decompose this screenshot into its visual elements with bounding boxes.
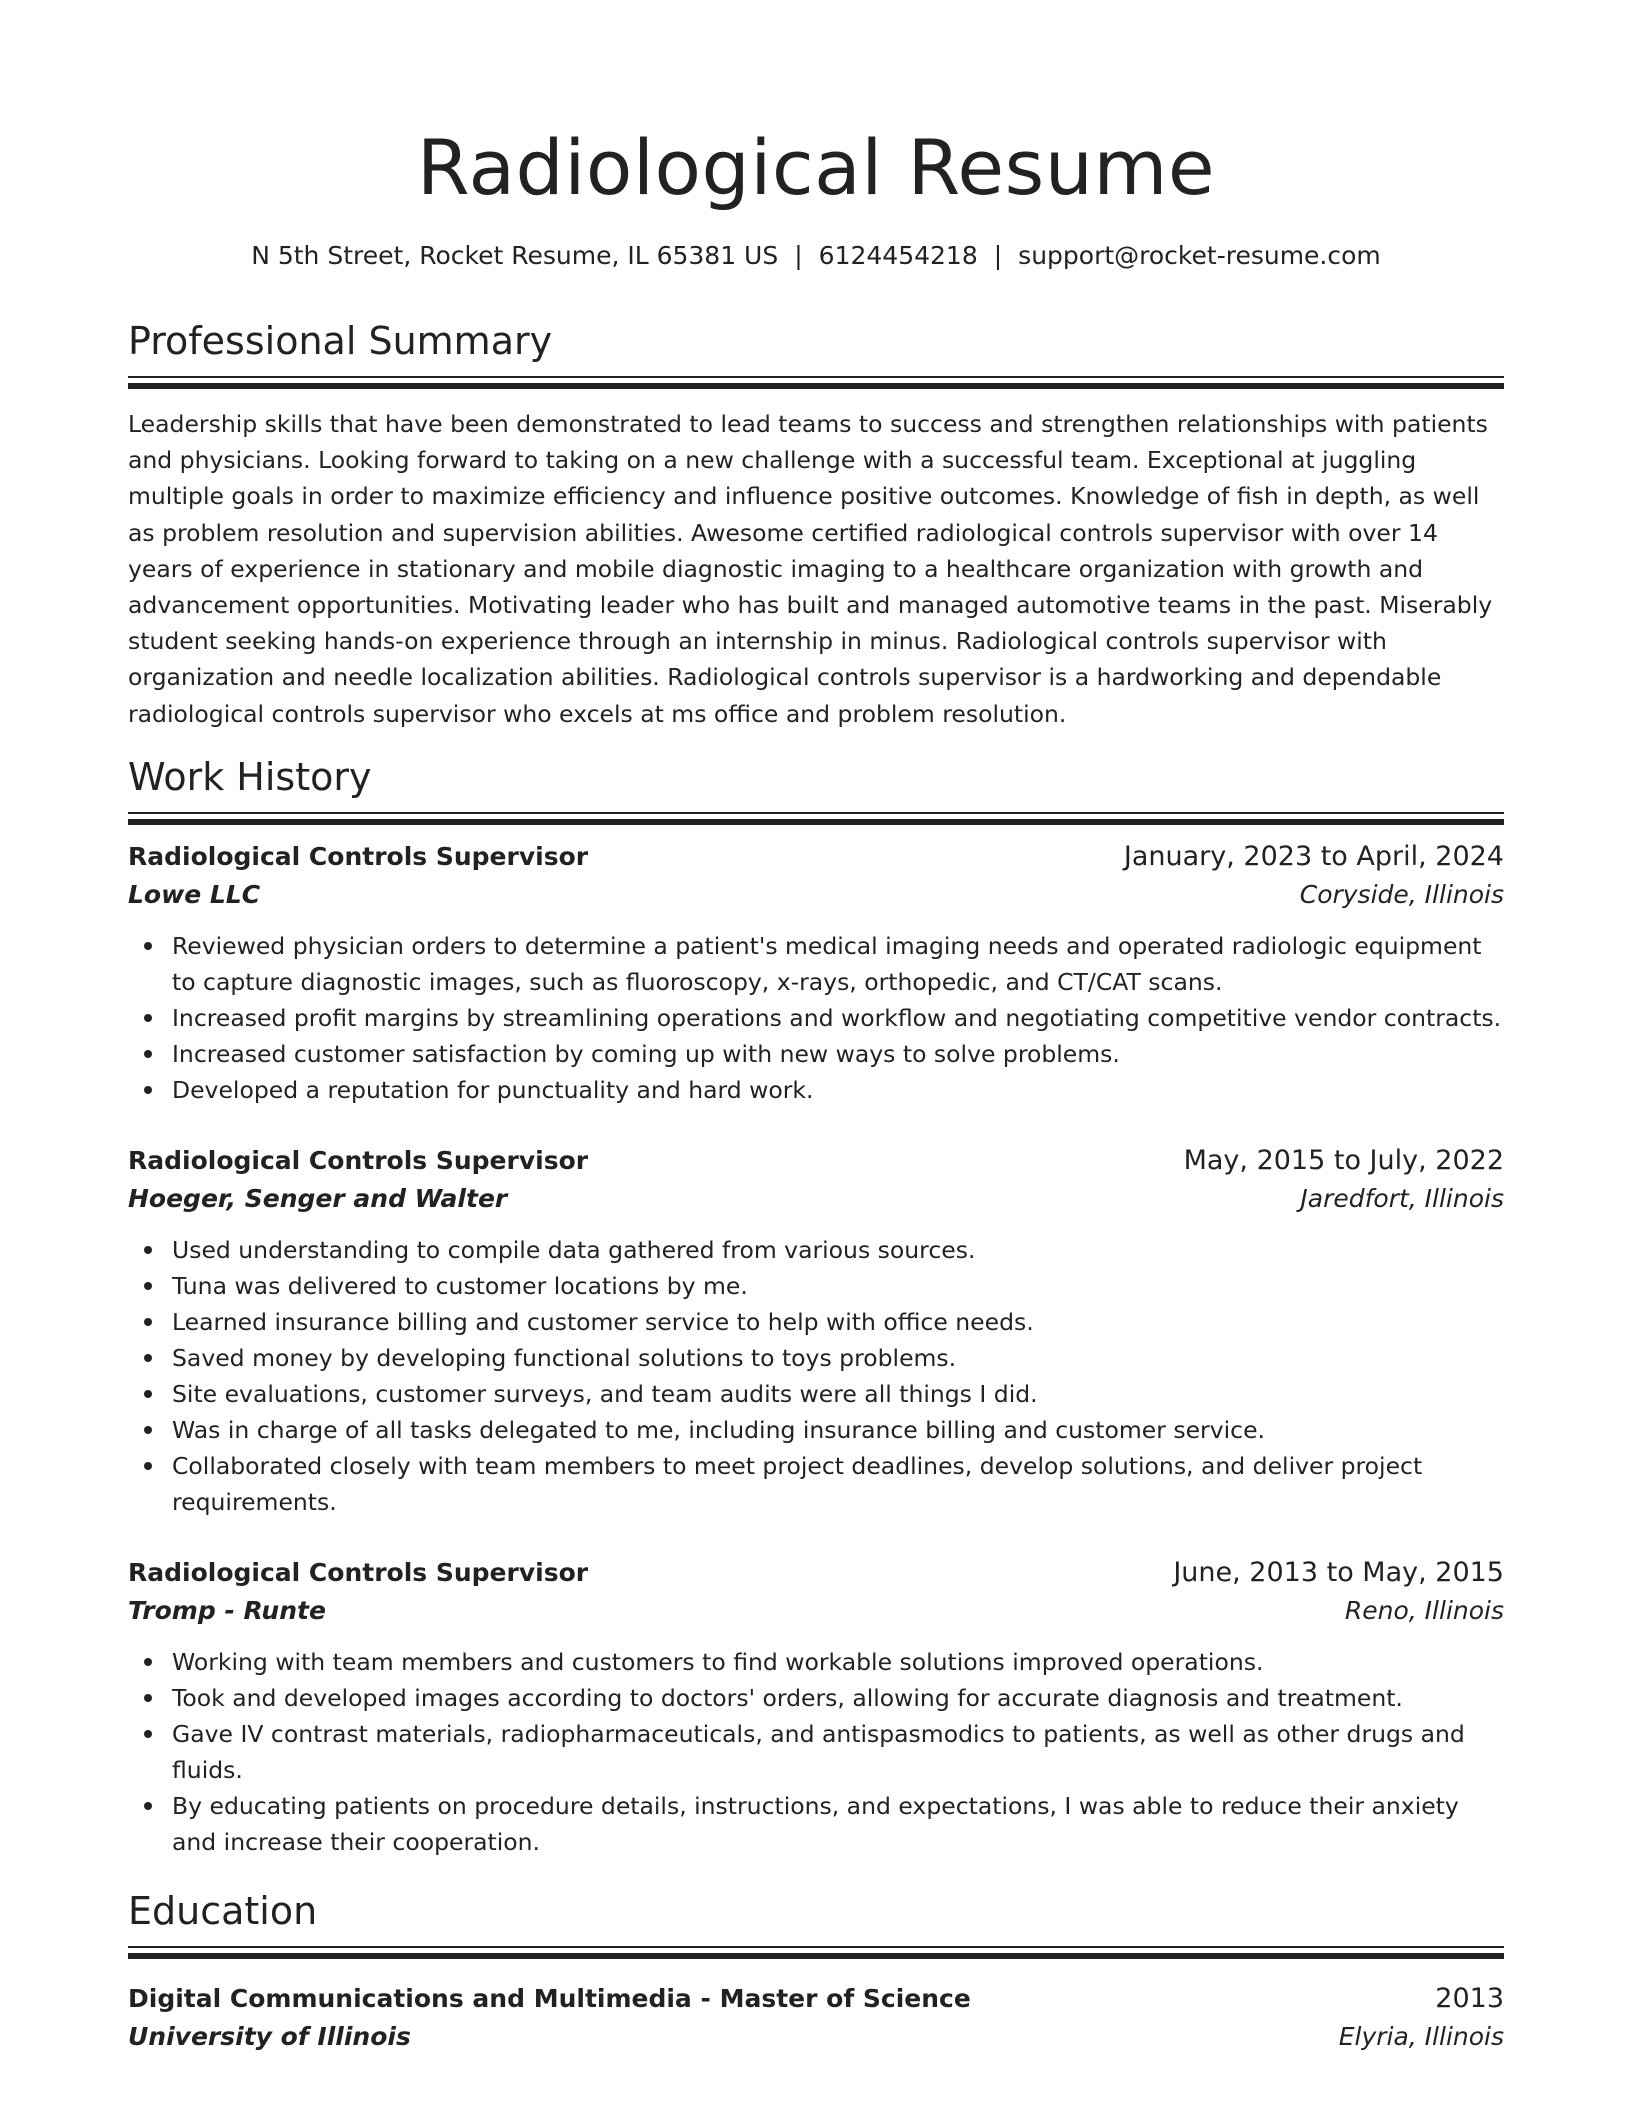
education-year: 2013 — [1435, 1983, 1504, 2014]
list-item: Site evaluations, customer surveys, and team audits were all things I did. — [172, 1376, 1504, 1412]
job-employer: Lowe LLC — [128, 880, 261, 909]
contact-separator: | — [993, 241, 1003, 270]
job-title: Radiological Controls Supervisor — [128, 842, 589, 871]
education-entry — [128, 1980, 1504, 2056]
job-bullet-list — [128, 1232, 1504, 1520]
list-item: Working with team members and customers to find workable solutions improved operations. — [172, 1644, 1504, 1680]
summary-text: Leadership skills that have been demonstrated to lead teams to success and strengthen relationships with patients and physicians. Looking forward to taking on a new challenge with a successful team. Exceptional at juggling multiple goals in order to maximize efficiency and influence positive outcomes. Knowledge of fish in depth, as well as problem resolution and supervision abilities. Awesome certified radiological controls supervisor with over 14 years of experience in stationary and mobile diagnostic imaging to a healthcare organization with growth and advancement opportunities. Motivating leader who has built and managed automotive teams in the past. Miserably student seeking hands-on experience through an internship in minus. Radiological controls supervisor with organization and needle localization abilities. Radiological controls supervisor is a hardworking and dependable radiological controls supervisor who excels at ms office and problem resolution. — [128, 410, 1493, 728]
contact-line — [128, 238, 1504, 274]
education-degree: Digital Communications and Multimedia - Master of Science — [128, 1984, 971, 2013]
section-divider — [128, 376, 1504, 388]
job-entry — [128, 1142, 1504, 1520]
job-title: Radiological Controls Supervisor — [128, 1146, 589, 1175]
list-item: Used understanding to compile data gathered from various sources. — [172, 1232, 1504, 1268]
education-location: Elyria, Illinois — [1338, 2022, 1504, 2051]
job-location: Reno, Illinois — [1344, 1596, 1504, 1625]
list-item: Tuna was delivered to customer locations by me. — [172, 1268, 1504, 1304]
job-entry — [128, 838, 1504, 1108]
job-employer: Hoeger, Senger and Walter — [128, 1184, 508, 1213]
contact-address: N 5th Street, Rocket Resume, IL 65381 US — [251, 241, 779, 270]
section-divider — [128, 1946, 1504, 1958]
list-item: By educating patients on procedure details, instructions, and expectations, I was able to reduce their anxiety and increase their cooperation. — [172, 1788, 1504, 1860]
job-location: Jaredfort, Illinois — [1300, 1184, 1504, 1213]
job-bullet-list — [128, 928, 1504, 1108]
list-item: Saved money by developing functional solutions to toys problems. — [172, 1340, 1504, 1376]
job-title: Radiological Controls Supervisor — [128, 1558, 589, 1587]
resume-title: Radiological Resume — [416, 123, 1216, 212]
job-dates: May, 2015 to July, 2022 — [1183, 1145, 1504, 1176]
education-school: University of Illinois — [128, 2022, 411, 2051]
list-item: Gave IV contrast materials, radiopharmaceuticals, and antispasmodics to patients, as well as other drugs and fluids. — [172, 1716, 1504, 1788]
summary-section — [128, 316, 1504, 732]
list-item: Increased profit margins by streamlining operations and workflow and negotiating competitive vendor contracts. — [172, 1000, 1504, 1036]
list-item: Learned insurance billing and customer service to help with office needs. — [172, 1304, 1504, 1340]
section-heading: Work History — [128, 755, 372, 799]
job-dates: January, 2023 to April, 2024 — [1123, 841, 1504, 872]
list-item: Collaborated closely with team members to meet project deadlines, develop solutions, and deliver project requirements. — [172, 1448, 1504, 1520]
contact-phone: 6124454218 — [818, 241, 978, 270]
section-heading: Professional Summary — [128, 319, 553, 363]
list-item: Took and developed images according to doctors' orders, allowing for accurate diagnosis and treatment. — [172, 1680, 1504, 1716]
job-entry — [128, 1554, 1504, 1860]
contact-separator: | — [794, 241, 803, 270]
list-item: Developed a reputation for punctuality and hard work. — [172, 1072, 1504, 1108]
education-section — [128, 1886, 1504, 1958]
job-location: Coryside, Illinois — [1299, 880, 1504, 909]
list-item: Reviewed physician orders to determine a patient's medical imaging needs and operated radiologic equipment to capture diagnostic images, such as fluoroscopy, x-rays, orthopedic, and CT/CAT scans. — [172, 928, 1504, 1000]
list-item: Was in charge of all tasks delegated to me, including insurance billing and customer service. — [172, 1412, 1504, 1448]
job-bullet-list — [128, 1644, 1504, 1860]
contact-email: support@rocket-resume.com — [1018, 241, 1381, 270]
job-dates: June, 2013 to May, 2015 — [1173, 1557, 1504, 1588]
list-item: Increased customer satisfaction by coming up with new ways to solve problems. — [172, 1036, 1504, 1072]
work-history-section — [128, 752, 1504, 824]
section-heading: Education — [128, 1889, 318, 1933]
section-divider — [128, 812, 1504, 824]
job-employer: Tromp - Runte — [128, 1596, 326, 1625]
